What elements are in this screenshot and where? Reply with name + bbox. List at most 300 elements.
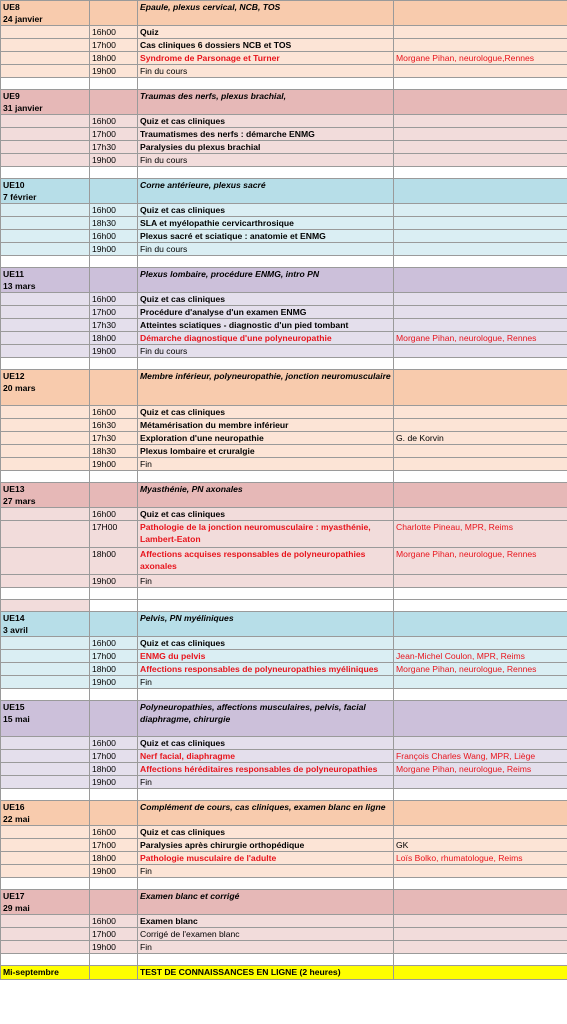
topic-cell: Fin <box>138 941 394 954</box>
empty-cell <box>90 370 138 406</box>
time-cell: 19h00 <box>90 458 138 471</box>
speaker-cell <box>394 39 567 52</box>
time-cell: 18h30 <box>90 445 138 458</box>
empty-cell <box>90 358 138 370</box>
topic-cell: Procédure d'analyse d'un examen ENMG <box>138 306 394 319</box>
time-cell: 17h00 <box>90 839 138 852</box>
empty-cell <box>1 776 90 789</box>
topic-cell: Fin du cours <box>138 345 394 358</box>
schedule-row <box>1 39 567 52</box>
empty-cell <box>90 1 138 26</box>
speaker-cell: Morgane Pihan, neurologue, Reims <box>394 763 567 776</box>
schedule-row <box>1 776 567 789</box>
empty-cell <box>90 179 138 204</box>
session-header-row <box>1 268 567 293</box>
topic-cell: Syndrome de Parsonage et Turner <box>138 52 394 65</box>
empty-cell <box>90 801 138 826</box>
schedule-row <box>1 319 567 332</box>
session-code-cell <box>1 179 90 204</box>
session-date: 3 avril <box>3 625 28 635</box>
time-cell: 17h30 <box>90 141 138 154</box>
speaker-cell <box>394 915 567 928</box>
empty-cell <box>1 345 90 358</box>
speaker-cell: Charlotte Pineau, MPR, Reims <box>394 521 567 548</box>
empty-cell <box>90 890 138 915</box>
time-cell: 17H00 <box>90 521 138 548</box>
schedule-row <box>1 306 567 319</box>
spacer-row <box>1 878 567 890</box>
speaker-cell <box>394 141 567 154</box>
time-cell: 16h00 <box>90 406 138 419</box>
empty-cell <box>1 750 90 763</box>
speaker-cell: Morgane Pihan, neurologue, Rennes <box>394 548 567 575</box>
schedule-row <box>1 406 567 419</box>
session-header-row <box>1 90 567 115</box>
empty-cell <box>90 90 138 115</box>
empty-cell <box>1 508 90 521</box>
speaker-cell <box>394 319 567 332</box>
empty-cell <box>1 358 90 370</box>
empty-cell <box>1 650 90 663</box>
empty-cell <box>1 954 90 966</box>
final-text: TEST DE CONNAISSANCES EN LIGNE (2 heures) <box>138 966 394 980</box>
topic-cell: Démarche diagnostique d'une polyneuropathie <box>138 332 394 345</box>
session-code-cell <box>1 890 90 915</box>
speaker-cell <box>394 637 567 650</box>
speaker-cell <box>394 865 567 878</box>
empty-cell <box>1 52 90 65</box>
session-code: UE11 <box>3 269 25 279</box>
session-header-row <box>1 483 567 508</box>
empty-cell <box>1 256 90 268</box>
schedule-row <box>1 763 567 776</box>
schedule-row <box>1 521 567 548</box>
time-cell: 19h00 <box>90 865 138 878</box>
empty-cell <box>1 471 90 483</box>
speaker-cell <box>394 445 567 458</box>
speaker-cell <box>394 941 567 954</box>
speaker-cell <box>394 345 567 358</box>
schedule-row <box>1 637 567 650</box>
speaker-cell: Morgane Pihan, neurologue, Rennes <box>394 332 567 345</box>
session-date: 20 mars <box>3 383 36 393</box>
speaker-cell: Jean-Michel Coulon, MPR, Reims <box>394 650 567 663</box>
spacer-row <box>1 78 567 90</box>
empty-cell <box>1 204 90 217</box>
empty-cell <box>90 612 138 637</box>
empty-cell <box>90 78 138 90</box>
empty-cell <box>1 167 90 179</box>
empty-cell <box>1 663 90 676</box>
empty-cell <box>394 179 567 204</box>
topic-cell: Quiz et cas cliniques <box>138 115 394 128</box>
empty-cell <box>1 217 90 230</box>
session-code-cell <box>1 612 90 637</box>
speaker-cell: GK <box>394 839 567 852</box>
empty-cell <box>138 600 394 612</box>
time-cell: 19h00 <box>90 776 138 789</box>
empty-cell <box>394 370 567 406</box>
empty-cell <box>90 954 138 966</box>
session-theme: Plexus lombaire, procédure ENMG, intro PN <box>138 268 394 293</box>
speaker-cell <box>394 26 567 39</box>
session-date: 29 mai <box>3 903 30 913</box>
empty-cell <box>394 471 567 483</box>
empty-cell <box>394 358 567 370</box>
session-code: UE10 <box>3 180 25 190</box>
schedule-body <box>1 1 567 980</box>
schedule-row <box>1 154 567 167</box>
time-cell: 16h00 <box>90 826 138 839</box>
empty-cell <box>90 588 138 600</box>
speaker-cell <box>394 115 567 128</box>
speaker-cell <box>394 406 567 419</box>
time-cell: 19h00 <box>90 243 138 256</box>
topic-cell: Exploration d'une neuropathie <box>138 432 394 445</box>
final-label: Mi-septembre <box>1 966 90 980</box>
empty-cell <box>1 65 90 78</box>
empty-cell <box>394 268 567 293</box>
speaker-cell <box>394 243 567 256</box>
spacer-row <box>1 588 567 600</box>
empty-cell <box>1 588 90 600</box>
schedule-row <box>1 419 567 432</box>
time-cell: 17h00 <box>90 928 138 941</box>
time-cell: 19h00 <box>90 154 138 167</box>
topic-cell: Pathologie de la jonction neuromusculaire : myasthénie, Lambert-Eaton <box>138 521 394 548</box>
time-cell: 17h00 <box>90 650 138 663</box>
empty-cell <box>1 928 90 941</box>
schedule-row <box>1 128 567 141</box>
time-cell: 16h00 <box>90 293 138 306</box>
topic-cell: Fin <box>138 458 394 471</box>
time-cell: 19h00 <box>90 345 138 358</box>
empty-cell <box>90 689 138 701</box>
topic-cell: ENMG du pelvis <box>138 650 394 663</box>
session-code: UE8 <box>3 2 20 12</box>
empty-cell <box>394 966 567 980</box>
topic-cell: Affections acquises responsables de polyneuropathies axonales <box>138 548 394 575</box>
session-date: 13 mars <box>3 281 36 291</box>
time-cell: 18h00 <box>90 763 138 776</box>
schedule-row <box>1 204 567 217</box>
time-cell: 16h00 <box>90 26 138 39</box>
empty-cell <box>394 612 567 637</box>
topic-cell: Métamérisation du membre inférieur <box>138 419 394 432</box>
time-cell: 19h00 <box>90 676 138 689</box>
topic-cell: Examen blanc <box>138 915 394 928</box>
session-header-row <box>1 890 567 915</box>
empty-cell <box>1 26 90 39</box>
schedule-row <box>1 432 567 445</box>
empty-cell <box>394 90 567 115</box>
session-theme: Complément de cours, cas cliniques, examen blanc en ligne <box>138 801 394 826</box>
empty-cell <box>1 78 90 90</box>
speaker-cell <box>394 217 567 230</box>
speaker-cell <box>394 776 567 789</box>
empty-cell <box>90 256 138 268</box>
session-code: UE15 <box>3 702 25 712</box>
empty-cell <box>1 406 90 419</box>
topic-cell: Fin <box>138 575 394 588</box>
topic-cell: Paralysies après chirurgie orthopédique <box>138 839 394 852</box>
session-code-cell <box>1 801 90 826</box>
session-date: 31 janvier <box>3 103 43 113</box>
topic-cell: Fin <box>138 676 394 689</box>
schedule-row <box>1 217 567 230</box>
topic-cell: Quiz et cas cliniques <box>138 826 394 839</box>
schedule-row <box>1 293 567 306</box>
schedule-row <box>1 345 567 358</box>
spacer-row <box>1 954 567 966</box>
speaker-cell <box>394 419 567 432</box>
empty-cell <box>394 954 567 966</box>
topic-cell: Quiz et cas cliniques <box>138 737 394 750</box>
topic-cell: Quiz <box>138 26 394 39</box>
speaker-cell <box>394 575 567 588</box>
spacer-row <box>1 167 567 179</box>
topic-cell: SLA et myélopathie cervicarthrosique <box>138 217 394 230</box>
session-header-row <box>1 701 567 737</box>
schedule-row <box>1 458 567 471</box>
empty-cell <box>1 763 90 776</box>
empty-cell <box>1 39 90 52</box>
empty-cell <box>1 737 90 750</box>
topic-cell: Atteintes sciatiques - diagnostic d'un pied tombant <box>138 319 394 332</box>
topic-cell: Fin du cours <box>138 154 394 167</box>
empty-cell <box>1 852 90 865</box>
empty-cell <box>1 521 90 548</box>
session-theme: Examen blanc et corrigé <box>138 890 394 915</box>
schedule-row <box>1 650 567 663</box>
schedule-row <box>1 230 567 243</box>
empty-cell <box>1 839 90 852</box>
spacer-row <box>1 789 567 801</box>
topic-cell: Fin <box>138 776 394 789</box>
time-cell: 18h00 <box>90 548 138 575</box>
empty-cell <box>394 701 567 737</box>
empty-cell <box>1 941 90 954</box>
schedule-row <box>1 141 567 154</box>
topic-cell: Fin du cours <box>138 243 394 256</box>
empty-cell <box>394 256 567 268</box>
speaker-cell <box>394 154 567 167</box>
empty-cell <box>1 637 90 650</box>
session-code: UE16 <box>3 802 25 812</box>
empty-cell <box>1 419 90 432</box>
empty-cell <box>1 230 90 243</box>
empty-cell <box>394 588 567 600</box>
topic-cell: Quiz et cas cliniques <box>138 637 394 650</box>
empty-cell <box>138 358 394 370</box>
spacer-row <box>1 471 567 483</box>
topic-cell: Quiz et cas cliniques <box>138 204 394 217</box>
empty-cell <box>1 915 90 928</box>
speaker-cell: Morgane Pihan, neurologue, Rennes <box>394 663 567 676</box>
topic-cell: Quiz et cas cliniques <box>138 293 394 306</box>
speaker-cell <box>394 230 567 243</box>
empty-cell <box>138 789 394 801</box>
time-cell: 17h00 <box>90 750 138 763</box>
session-theme: Membre inférieur, polyneuropathie, jonction neuromusculaire <box>138 370 394 406</box>
empty-cell <box>1 319 90 332</box>
topic-cell: Fin du cours <box>138 65 394 78</box>
topic-cell: Nerf facial, diaphragme <box>138 750 394 763</box>
empty-cell <box>1 878 90 890</box>
empty-cell <box>1 306 90 319</box>
empty-cell <box>90 966 138 980</box>
session-date: 22 mai <box>3 814 30 824</box>
session-header-row <box>1 1 567 26</box>
schedule-row <box>1 548 567 575</box>
time-cell: 19h00 <box>90 65 138 78</box>
empty-cell <box>394 1 567 26</box>
time-cell: 18h00 <box>90 852 138 865</box>
empty-cell <box>1 243 90 256</box>
session-theme: Epaule, plexus cervical, NCB, TOS <box>138 1 394 26</box>
time-cell: 16h30 <box>90 419 138 432</box>
speaker-cell <box>394 204 567 217</box>
empty-cell <box>90 167 138 179</box>
empty-cell <box>1 332 90 345</box>
schedule-row <box>1 826 567 839</box>
final-test-row <box>1 966 567 980</box>
empty-cell <box>394 789 567 801</box>
empty-cell <box>1 865 90 878</box>
topic-cell: Pathologie musculaire de l'adulte <box>138 852 394 865</box>
empty-cell <box>138 256 394 268</box>
schedule-row <box>1 737 567 750</box>
empty-cell <box>90 789 138 801</box>
empty-cell <box>394 689 567 701</box>
empty-cell <box>90 878 138 890</box>
session-header-row <box>1 370 567 406</box>
speaker-cell: François Charles Wang, MPR, Liège <box>394 750 567 763</box>
schedule-row <box>1 445 567 458</box>
empty-cell <box>90 268 138 293</box>
speaker-cell: Morgane Pihan, neurologue,Rennes <box>394 52 567 65</box>
schedule-row <box>1 575 567 588</box>
speaker-cell <box>394 128 567 141</box>
topic-cell: Cas cliniques 6 dossiers NCB et TOS <box>138 39 394 52</box>
session-header-row <box>1 801 567 826</box>
time-cell: 16h00 <box>90 915 138 928</box>
empty-cell <box>1 154 90 167</box>
schedule-row <box>1 750 567 763</box>
schedule-row <box>1 663 567 676</box>
spacer-row <box>1 256 567 268</box>
time-cell: 16h00 <box>90 637 138 650</box>
empty-cell <box>1 141 90 154</box>
session-code: UE9 <box>3 91 20 101</box>
time-cell: 17h00 <box>90 39 138 52</box>
empty-cell <box>394 78 567 90</box>
speaker-cell <box>394 458 567 471</box>
speaker-cell: Loïs Bolko, rhumatologue, Reims <box>394 852 567 865</box>
schedule-row <box>1 852 567 865</box>
empty-cell <box>394 600 567 612</box>
empty-cell <box>1 115 90 128</box>
session-code-cell <box>1 268 90 293</box>
time-cell: 17h30 <box>90 319 138 332</box>
topic-cell: Affections responsables de polyneuropathies myéliniques <box>138 663 394 676</box>
session-theme: Traumas des nerfs, plexus brachial, <box>138 90 394 115</box>
empty-cell <box>1 676 90 689</box>
empty-cell <box>1 789 90 801</box>
topic-cell: Quiz et cas cliniques <box>138 508 394 521</box>
session-code: UE12 <box>3 371 25 381</box>
empty-cell <box>394 890 567 915</box>
speaker-cell <box>394 306 567 319</box>
schedule-row <box>1 332 567 345</box>
time-cell: 16h00 <box>90 230 138 243</box>
empty-cell <box>1 432 90 445</box>
topic-cell: Plexus sacré et sciatique : anatomie et ENMG <box>138 230 394 243</box>
time-cell: 16h00 <box>90 204 138 217</box>
time-cell: 17h00 <box>90 128 138 141</box>
session-date: 24 janvier <box>3 14 43 24</box>
empty-cell <box>1 293 90 306</box>
schedule-row <box>1 941 567 954</box>
time-cell: 18h00 <box>90 663 138 676</box>
session-code-cell <box>1 1 90 26</box>
empty-cell <box>1 548 90 575</box>
time-cell: 16h00 <box>90 508 138 521</box>
spacer-row <box>1 600 567 612</box>
empty-cell <box>1 445 90 458</box>
empty-cell <box>90 471 138 483</box>
session-theme: Corne antérieure, plexus sacré <box>138 179 394 204</box>
speaker-cell <box>394 737 567 750</box>
empty-cell <box>1 575 90 588</box>
speaker-cell <box>394 293 567 306</box>
schedule-row <box>1 915 567 928</box>
session-date: 7 février <box>3 192 37 202</box>
schedule-row <box>1 508 567 521</box>
empty-cell <box>1 128 90 141</box>
topic-cell: Fin <box>138 865 394 878</box>
time-cell: 18h00 <box>90 52 138 65</box>
session-code-cell <box>1 370 90 406</box>
empty-cell <box>1 600 90 612</box>
spacer-row <box>1 358 567 370</box>
empty-cell <box>138 78 394 90</box>
empty-cell <box>1 689 90 701</box>
empty-cell <box>138 954 394 966</box>
topic-cell: Plexus lombaire et cruralgie <box>138 445 394 458</box>
topic-cell: Paralysies du plexus brachial <box>138 141 394 154</box>
empty-cell <box>394 167 567 179</box>
empty-cell <box>138 689 394 701</box>
time-cell: 19h00 <box>90 575 138 588</box>
spacer-row <box>1 689 567 701</box>
session-header-row <box>1 179 567 204</box>
session-header-row <box>1 612 567 637</box>
schedule-row <box>1 243 567 256</box>
schedule-row <box>1 928 567 941</box>
empty-cell <box>90 483 138 508</box>
empty-cell <box>1 826 90 839</box>
empty-cell <box>90 600 138 612</box>
schedule-row <box>1 839 567 852</box>
empty-cell <box>138 471 394 483</box>
empty-cell <box>138 167 394 179</box>
time-cell: 17h30 <box>90 432 138 445</box>
session-theme: Polyneuropathies, affections musculaires, pelvis, facial diaphragme, chirurgie <box>138 701 394 737</box>
topic-cell: Quiz et cas cliniques <box>138 406 394 419</box>
topic-cell: Traumatismes des nerfs : démarche ENMG <box>138 128 394 141</box>
time-cell: 16h00 <box>90 737 138 750</box>
